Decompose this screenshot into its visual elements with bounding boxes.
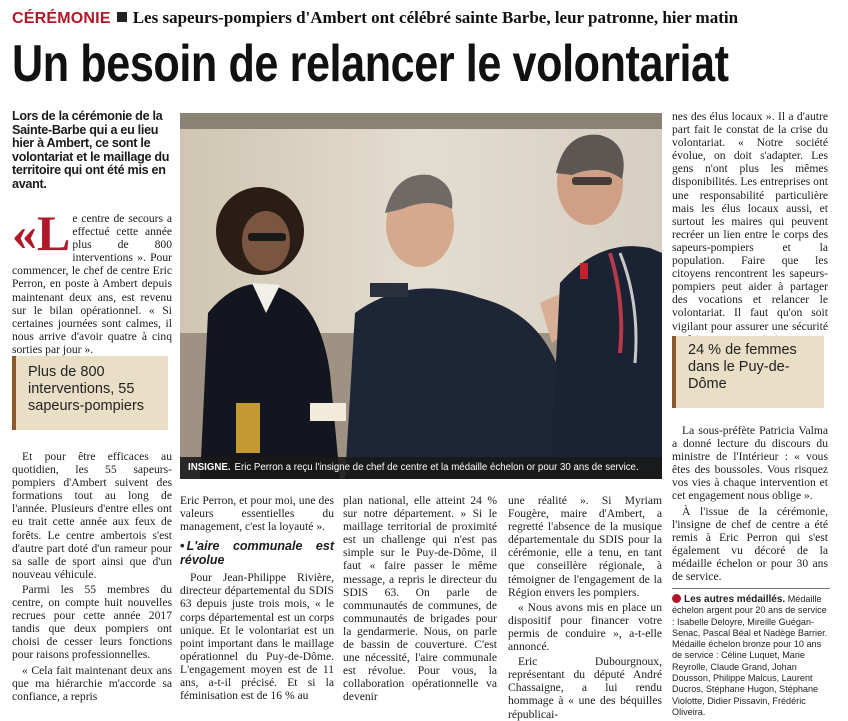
pull-box-women: 24 % de femmes dans le Puy-de-Dôme — [672, 336, 824, 408]
photo-illustration — [180, 113, 662, 479]
paragraph: Pour Jean-Philippe Rivière, directeur départemental du SDIS 63 depuis juste trois mois, « le corps départemental est un corps unique. Et le volontariat est un point important dans le maillage opérationnel du Puy-de-Dôme. L'engagement moyen est de 11 ans, a-t-il précisé. Et si la féminisation est de 16 % au — [180, 571, 334, 703]
kicker-text: Les sapeurs-pompiers d'Ambert ont célébré sainte Barbe, leur patronne, hier matin — [132, 8, 739, 27]
column-4 — [508, 494, 662, 721]
caption-text: Eric Perron a reçu l'insigne de chef de centre et la médaille échelon or pour 30 ans de service. — [234, 462, 639, 473]
paragraph: Parmi les 55 membres du centre, on compte huit nouvelles recrues pour cette année 2017 tandis que deux pompiers ont choisi de cesser leurs fonctions pour raisons professionnelles. — [12, 582, 172, 662]
paragraph: À l'issue de la cérémonie, l'insigne de chef de centre a été remis à Eric Perron qui s'est également vu décoré de la médaille échelon or pour 30 ans de service. — [672, 504, 828, 584]
divider — [672, 588, 830, 589]
paragraph: Eric Dubourgnoux, représentant du député André Chassaigne, a lui rendu hommage à « une des béquilles républicai- — [508, 655, 662, 721]
square-icon — [117, 12, 127, 22]
medals-list — [672, 594, 830, 717]
section-label: CÉRÉMONIE — [12, 10, 111, 27]
caption-label: INSIGNE. — [188, 462, 231, 473]
opening-paragraph — [12, 205, 172, 356]
medals-title: Les autres médaillés. — [684, 594, 786, 605]
paragraph: plan national, elle atteint 24 % sur notre département. » Si le maillage territorial de proximité est un challenge qui n'est pas simple sur le Puy-de-Dôme, il faut « faire passer le même message, a repris le directeur du SDIS 63. On parle de communautés de communes, de communautés de brigades pour la gendarmerie. Nous, on parle de bassin de couverture. C'est une nécessité, l'aire communale est révolue. Pour vous, la collaboration opérationnelle va devenir — [343, 494, 497, 704]
subheading: • L'aire communale est révolue — [180, 538, 334, 567]
paragraph: « Cela fait maintenant deux ans que ma hiérarchie m'accorde sa confiance, a repris — [12, 663, 172, 703]
bullet-icon — [672, 594, 681, 603]
photo-caption — [180, 457, 662, 479]
column-5-upper — [672, 110, 828, 332]
headline: Un besoin de relancer le volontariat — [12, 35, 729, 93]
paragraph: une réalité ». Si Myriam Fougère, maire d'Ambert, a regretté l'absence de la musique départementale du SDIS pour la cérémonie, elle a tenu, en tant que conseillère régionale, à témoigner de l'engagement de la Région envers les pompiers. — [508, 494, 662, 599]
column-2 — [180, 494, 334, 702]
ceremony-photo — [180, 113, 662, 479]
pull-box-interventions: Plus de 800 interventions, 55 sapeurs-pompiers — [12, 356, 168, 430]
subheading-text: L'aire communale est révolue — [180, 539, 334, 567]
kicker — [12, 6, 842, 30]
paragraph: nes des élus locaux ». Il a d'autre part fait le constat de la crise du volontariat. « Notre société évolue, on doit s'adapter. Les gens n'ont plus les mêmes disponibilités. Les entreprises ont une responsabilité particulière mais les élus locaux aussi, et surtout les maires qui peuvent recréer un lien entre le corps des sapeurs-pompiers et la population. Faire que les citoyens rencontrent les sapeurs-pompiers peut aider à partager des vocations et relancer le volontariat. Il faut qu'on soit vigilant pour assurer une sécurité — [672, 110, 828, 333]
lead-paragraph: Lors de la cérémonie de la Sainte-Barbe qui a eu lieu hier à Ambert, ce sont le volontariat et le maillage du territoire qui ont été mis en avant. — [12, 109, 170, 191]
drop-cap: «L — [12, 205, 71, 261]
column-1-lower — [12, 450, 172, 702]
opening-text: e centre de secours a effectué cette année plus de 800 interventions ». Pour commencer, le chef de centre Eric Perron, en poste à Ambert depuis maintenant deux ans, est revenu sur le bilan opérationnel. « Si certaines journées sont calmes, il nous arrive d'avoir quatre à cinq sorties par jour ». — [12, 212, 172, 356]
paragraph: Eric Perron, et pour moi, une des valeurs essentielles du management, c'est la loyauté ». — [180, 494, 334, 534]
paragraph: La sous-préfète Patricia Valma a donné lecture du discours du ministre de l'Intérieur : « vous êtes des boussoles. Vous risquez vos vies à chaque intervention et cet engagement nous oblige ». — [672, 424, 828, 503]
paragraph: Et pour être efficaces au quotidien, les 55 sapeurs-pompiers d'Ambert suivent des formations tout au long de l'année. Plusieurs d'entre elles ont eu trait cette année aux feux de forêts. Le centre ambertois s'est d'autre part doté d'un rameur pour sa salle de sport ainsi que d'un nouveau véhicule. — [12, 450, 172, 581]
paragraph: « Nous avons mis en place un dispositif pour financer votre permis de conduire », a-t-elle annoncé. — [508, 600, 662, 654]
column-3 — [343, 494, 497, 702]
medals-text: Médaille échelon argent pour 20 ans de service : Isabelle Deloyre, Mireille Guégan-Senac, Pascal Béal et Nadège Barrier. Médaille échelon bronze pour 10 ans de service : Céline Luquet, Marie Reyrolle, Claude Grand, Johan Dousson, Philippe Malcus, Laurent Ducros, Stéphane Hugon, Stéphane Violotte, Didier Pissavin, Frédéric Oliveira. — [672, 594, 828, 717]
column-5-lower — [672, 424, 828, 584]
